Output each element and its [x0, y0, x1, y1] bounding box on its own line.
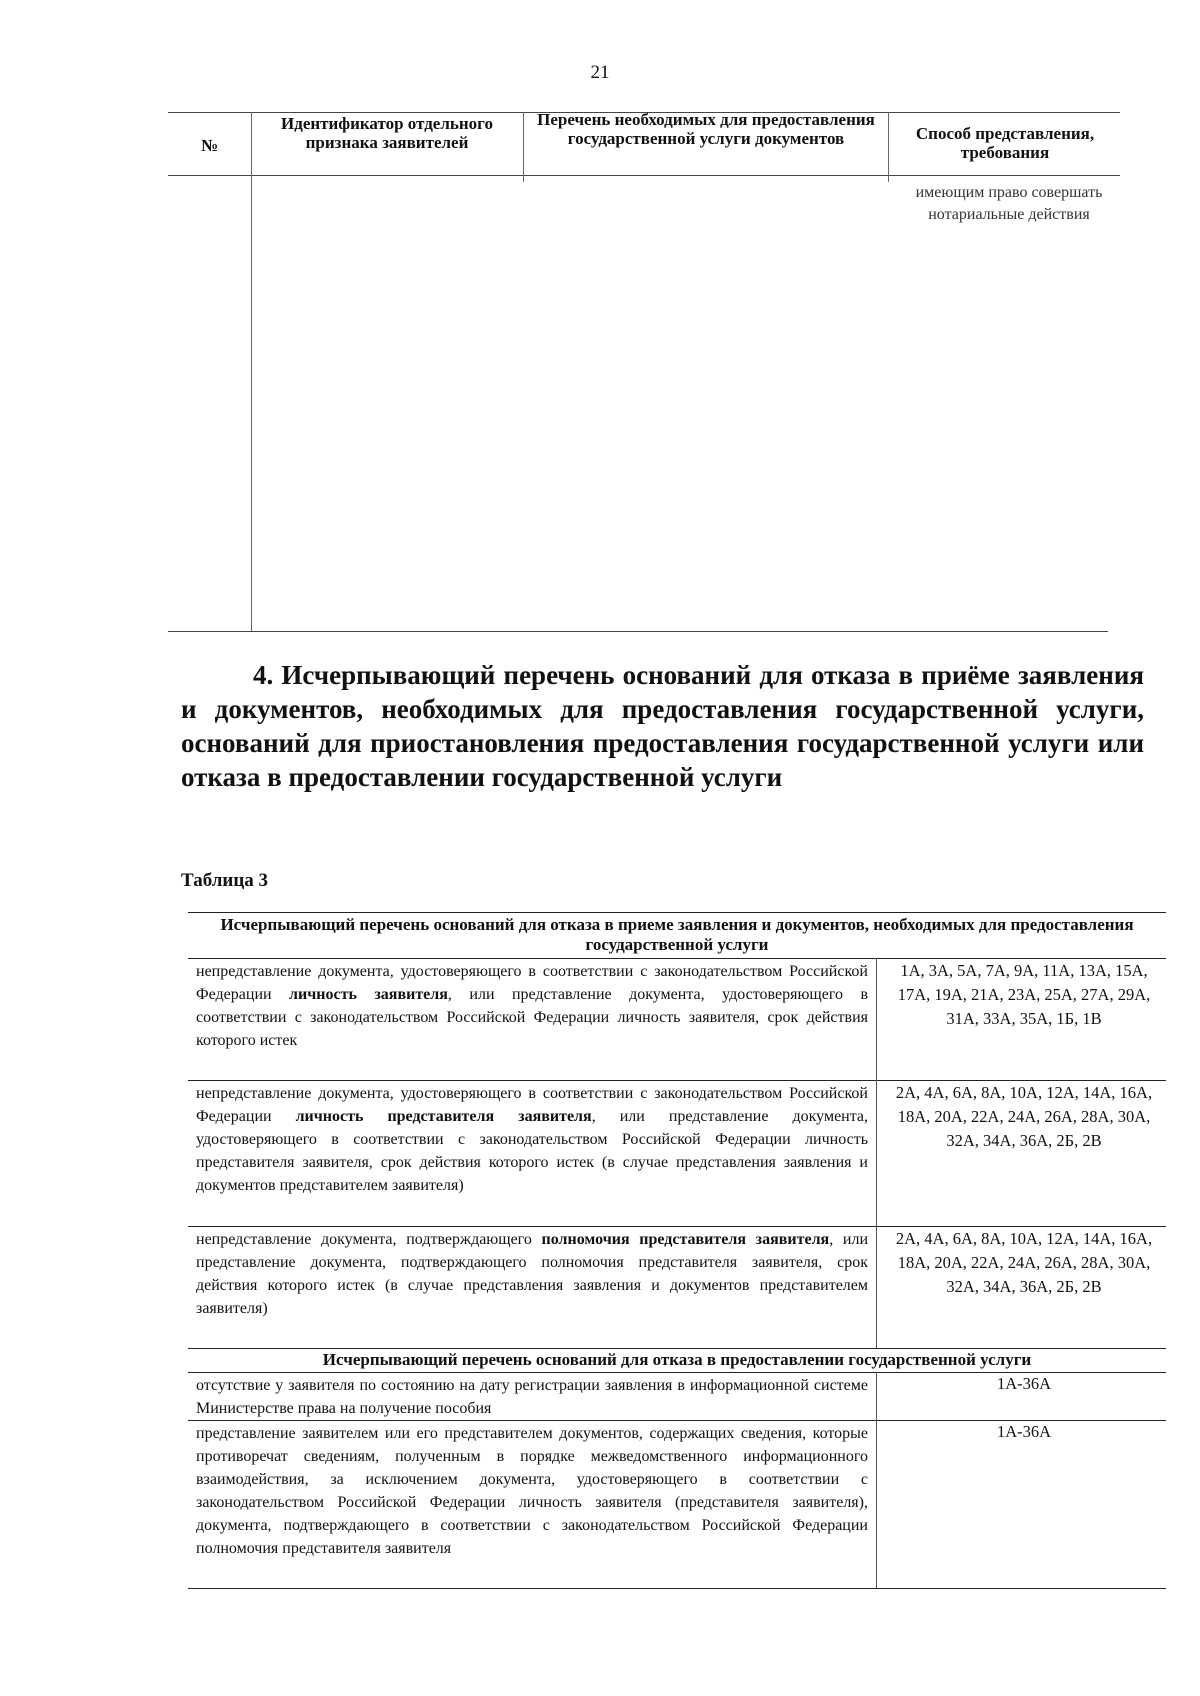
row-border — [188, 1588, 1166, 1589]
refusal-row-1-text: отсутствие у заявителя по состоянию на дату регистрации заявления в информационной системе Министерстве права на получение пособия — [196, 1377, 868, 1417]
header-method: Способ представления, требования — [915, 124, 1095, 162]
refusal-row-2-codes: 1А-36А — [996, 1422, 1052, 1441]
header-identifier: Идентификатор отдельного признака заявителей — [281, 114, 493, 152]
column-divider — [876, 958, 877, 1348]
reason-text: , или представление документа, удостоверяющего в соответствии с законодательством Российской Федерации личность заявителя, срок действия которого истек — [196, 986, 869, 1049]
column-divider — [888, 112, 889, 182]
reason-row-3-codes: 2А, 4А, 6А, 8А, 10А, 12А, 14А, 16А, 18А, 20А, 22А, 24А, 26А, 28А, 30А, 32А, 34А, 36А, 2Б, 2В — [895, 1229, 1153, 1296]
reason-text: , или представление документа, удостоверяющего в соответствии с законодательством Российской Федерации личность представителя заявителя, срок действия которого истек (в случае представления заявления и документов представителем заявителя) — [196, 1108, 869, 1194]
reason-text: , или представление документа, подтверждающего полномочия представителя заявителя, срок действия которого истек (в случае представления заявления и документов представителем заявителя) — [196, 1231, 869, 1317]
reason-row-3-text — [196, 1228, 868, 1320]
table-bottom-border — [168, 631, 1108, 632]
group1-header: Исчерпывающий перечень оснований для отказа в приеме заявления и документов, необходимых для предоставления государственной услуги — [220, 915, 1134, 954]
refusal-row-1-codes: 1А-36А — [996, 1374, 1052, 1393]
reason-row-2-codes: 2А, 4А, 6А, 8А, 10А, 12А, 14А, 16А, 18А, 20А, 22А, 24А, 26А, 28А, 30А, 32А, 34А, 36А, 2Б, 2В — [895, 1083, 1153, 1150]
table-caption: Таблица 3 — [181, 870, 269, 891]
page-number: 21 — [590, 62, 610, 83]
header-num: № — [200, 136, 219, 155]
column-divider — [523, 112, 524, 182]
reason-text: непредставление документа, удостоверяющего в соответствии с законодательством Российской Федерации — [196, 1085, 868, 1125]
continuation-text: имеющим право совершать нотариальные действия — [915, 184, 1103, 223]
column-divider — [251, 112, 252, 631]
reason-row-1-codes: 1А, 3А, 5А, 7А, 9А, 11А, 13А, 15А, 17А, 19А, 21А, 23А, 25А, 27А, 29А, 31А, 33А, 35А, 1Б, 1В — [897, 961, 1151, 1028]
documents-table — [168, 112, 1120, 632]
section-heading — [181, 658, 1144, 794]
table-header-border — [168, 175, 1120, 176]
header-documents: Перечень необходимых для предоставления государственной услуги документов — [537, 110, 875, 148]
column-divider — [876, 1372, 877, 1588]
section-heading-text: 4. Исчерпывающий перечень оснований для отказа в приёме заявления и документов, необходимых для предоставления государственной услуги, оснований для приостановления предоставления государственной услуги или отказа в предоставлении государственной услуги — [181, 660, 1144, 792]
row-border — [188, 912, 1166, 913]
reason-row-1-text — [196, 960, 868, 1052]
reason-emphasis: личность представителя заявителя — [295, 1108, 592, 1125]
reason-row-2-text — [196, 1082, 868, 1197]
reason-text: непредставление документа, подтверждающего — [196, 1231, 542, 1248]
reason-text: непредставление документа, удостоверяющего в соответствии с законодательством Российской Федерации — [196, 963, 868, 1003]
row-border — [188, 1348, 1166, 1349]
refusal-row-2-text: представление заявителем или его представителем документов, содержащих сведения, которые противоречат сведениям, полученным в порядке межведомственного информационного взаимодействия, за исключением документа, удостоверяющего в соответствии с законодательством Российской Федерации личность заявителя (представителя заявителя), документа, подтверждающего в соответствии с законодательством Российской Федерации полномочия представителя заявителя — [196, 1425, 868, 1557]
reason-emphasis: личность заявителя — [289, 986, 448, 1003]
group2-header: Исчерпывающий перечень оснований для отказа в предоставлении государственной услуги — [322, 1350, 1032, 1369]
reason-emphasis: полномочия представителя заявителя — [541, 1231, 830, 1248]
